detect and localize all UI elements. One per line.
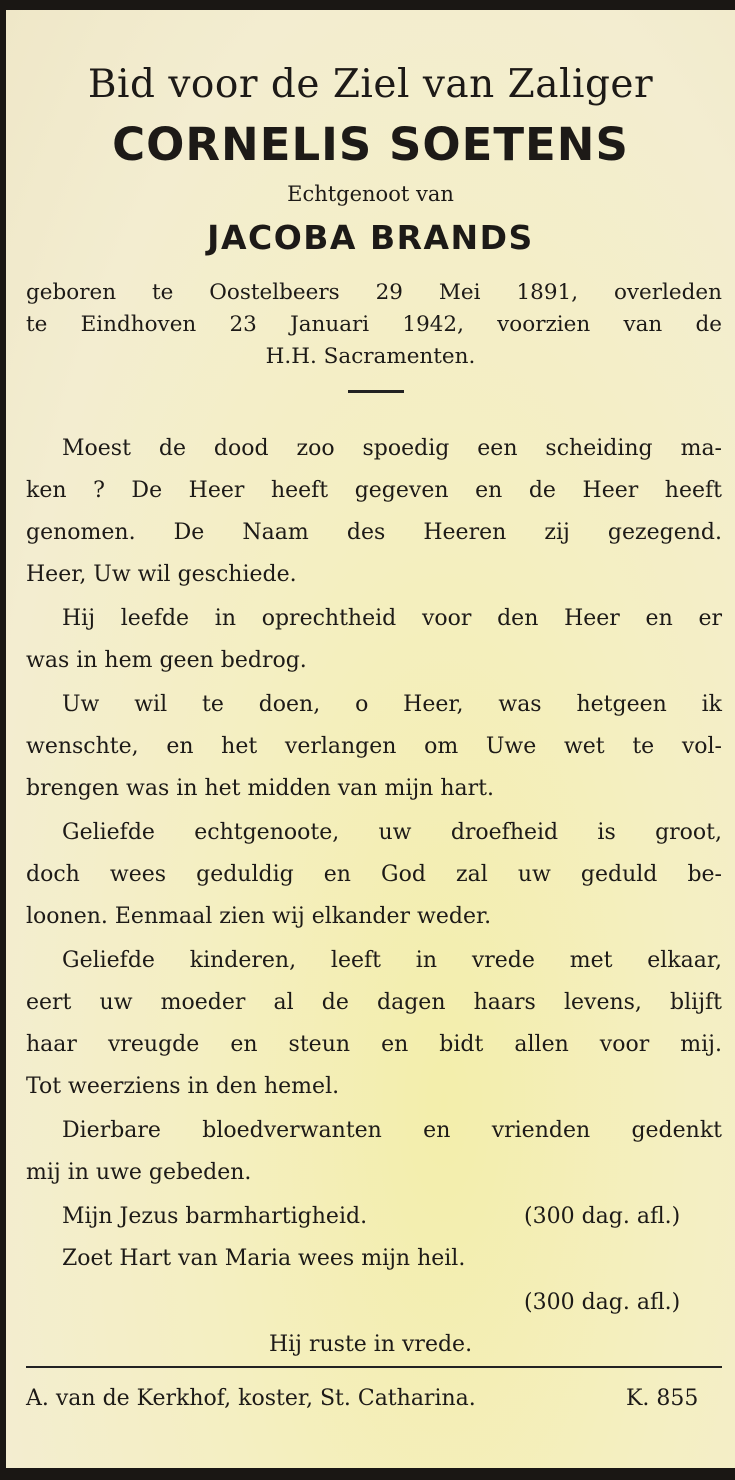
body-line: genomen. De Naam des Heeren zij gezegend. [26, 520, 722, 545]
body-line: Geliefde echtgenoote, uw droefheid is groot, [62, 820, 722, 845]
body-line: was in hem geen bedrog. [26, 648, 307, 673]
prayer-text: Mijn Jezus barmhartigheid. [62, 1204, 368, 1229]
prayer-text: Zoet Hart van Maria wees mijn heil. [62, 1246, 466, 1271]
memorial-card [6, 10, 735, 1468]
body-line: Geliefde kinderen, leeft in vrede met elkaar, [62, 948, 722, 973]
card-code: K. 855 [626, 1386, 699, 1411]
spouse-name: JACOBA BRANDS [207, 218, 534, 257]
body-line: Heer, Uw wil geschiede. [26, 562, 297, 587]
body-line: Dierbare bloedverwanten en vrienden gedenkt [62, 1118, 722, 1143]
prayer-heading: Bid voor de Ziel van Zaliger [87, 62, 654, 107]
body-line: ken ? De Heer heeft gegeven en de Heer heeft [26, 478, 722, 503]
body-line: Uw wil te doen, o Heer, was hetgeen ik [62, 692, 722, 717]
spouse-of-label: Echtgenoot van [287, 182, 454, 206]
bio-line: te Eindhoven 23 Januari 1942, voorzien van de [26, 312, 722, 337]
indulgence-note: (300 dag. afl.) [524, 1290, 681, 1315]
body-line: haar vreugde en steun en bidt allen voor mij. [26, 1032, 722, 1057]
body-line: eert uw moeder al de dagen haars levens, blijft [26, 990, 722, 1015]
body-line: Hij leefde in oprechtheid voor den Heer en er [62, 606, 722, 631]
closing-line: Hij ruste in vrede. [268, 1332, 473, 1357]
indulgence-note: (300 dag. afl.) [524, 1204, 681, 1229]
deceased-name: CORNELIS SOETENS [112, 118, 629, 171]
body-line: Tot weerziens in den hemel. [26, 1074, 340, 1099]
bio-line: geboren te Oostelbeers 29 Mei 1891, overleden [26, 280, 722, 305]
scan-border [0, 1468, 735, 1480]
body-line: Moest de dood zoo spoedig een scheiding ma- [62, 436, 722, 461]
body-line: wenschte, en het verlangen om Uwe wet te vol- [26, 734, 722, 759]
bio-line: H.H. Sacramenten. [265, 344, 476, 369]
body-line: brengen was in het midden van mijn hart. [26, 776, 494, 801]
body-line: loonen. Eenmaal zien wij elkander weder. [26, 904, 492, 929]
printer-credit: A. van de Kerkhof, koster, St. Catharina. [26, 1386, 476, 1411]
footer-divider [26, 1366, 722, 1368]
body-line: mij in uwe gebeden. [26, 1160, 252, 1185]
short-divider [348, 390, 404, 393]
body-line: doch wees geduldig en God zal uw geduld be- [26, 862, 722, 887]
